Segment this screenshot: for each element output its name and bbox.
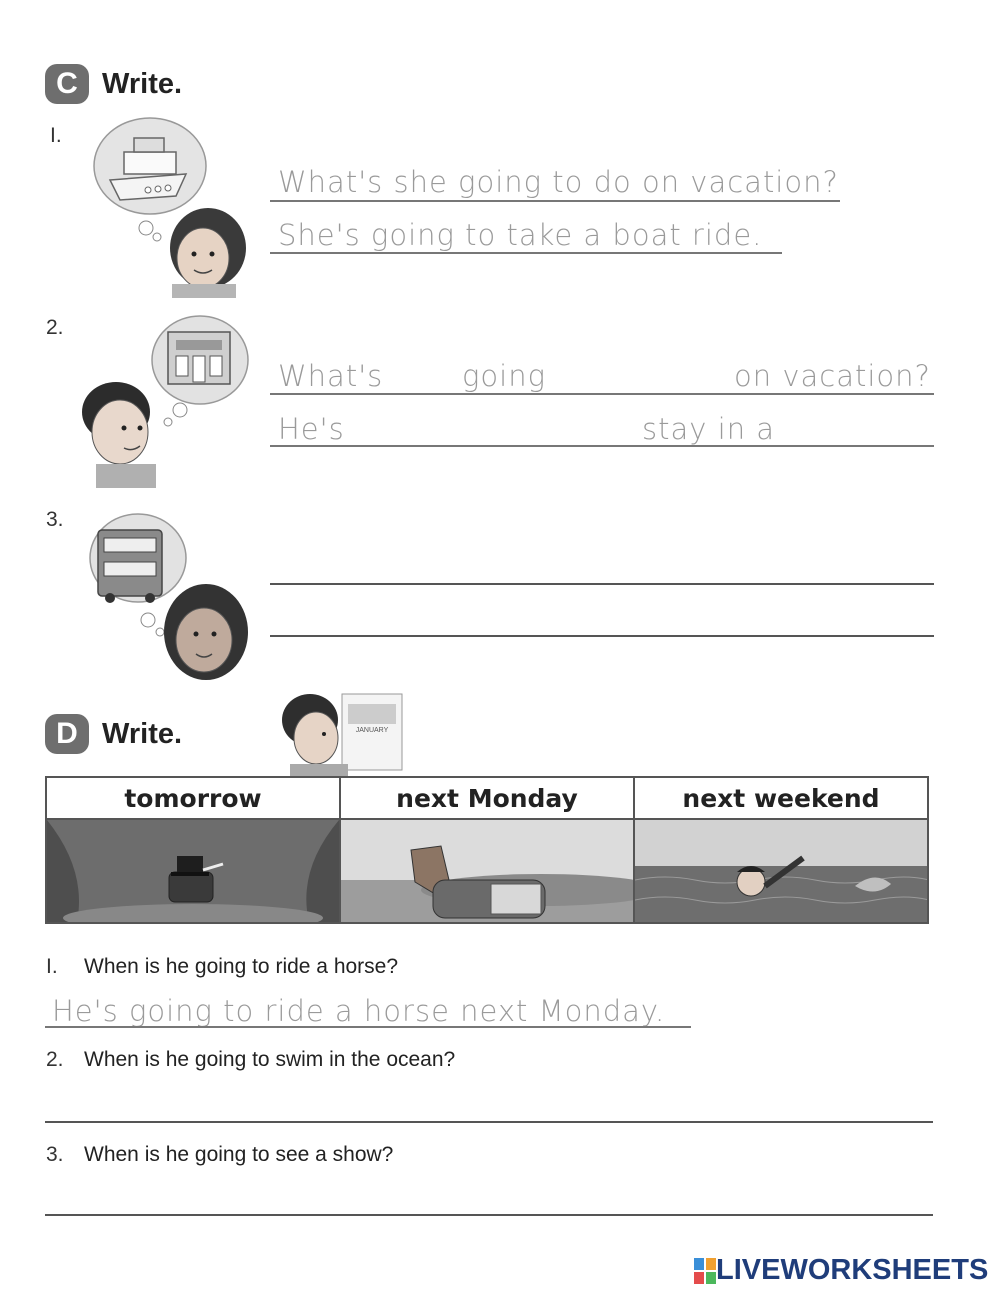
answer-line[interactable] — [45, 1121, 933, 1123]
trace-word: What's — [278, 359, 384, 393]
trace-word: stay in a — [642, 412, 776, 446]
girl-bus-illustration — [88, 506, 258, 682]
trace-word: going — [462, 359, 546, 393]
calendar-month: JANUARY — [355, 727, 389, 734]
header-next-weekend: next weekend — [633, 778, 927, 820]
item-number: 2. — [46, 316, 64, 339]
answer-line[interactable] — [45, 1214, 933, 1216]
item-number: I. — [50, 124, 62, 147]
question-number: 2. — [46, 1048, 64, 1071]
question-text: When is he going to swim in the ocean? — [84, 1048, 456, 1071]
trace-answer-1: She's going to take a boat ride. — [278, 218, 763, 252]
trace-answer-d1: He's going to ride a horse next Monday. — [52, 994, 666, 1028]
writing-line — [270, 393, 934, 395]
liveworksheets-logo — [694, 1254, 988, 1287]
schedule-table — [45, 776, 929, 924]
writing-line — [270, 583, 934, 585]
item-number: 3. — [46, 508, 64, 531]
section-c-badge: C — [45, 64, 89, 104]
horse-image — [339, 820, 633, 922]
question-text: When is he going to see a show? — [84, 1143, 394, 1166]
magic-show-image — [47, 820, 339, 922]
writing-line — [270, 635, 934, 637]
swimming-image — [633, 820, 927, 922]
section-d-badge: D — [45, 714, 89, 754]
girl-boat-illustration — [88, 108, 258, 298]
logo-text: LIVEWORKSHEETS — [716, 1254, 989, 1286]
question-number: I. — [46, 955, 58, 978]
writing-line — [45, 1026, 691, 1028]
header-tomorrow: tomorrow — [47, 778, 339, 820]
logo-icon — [694, 1258, 716, 1284]
trace-word: He's — [278, 412, 345, 446]
boy-hotel-illustration — [80, 312, 260, 490]
header-next-monday: next Monday — [339, 778, 633, 820]
question-number: 3. — [46, 1143, 64, 1166]
boy-calendar-illustration — [276, 690, 408, 778]
trace-word: on vacation? — [734, 359, 931, 393]
section-d-title: Write. — [102, 718, 183, 750]
writing-line — [270, 252, 782, 254]
section-c-title: Write. — [102, 68, 183, 100]
question-text: When is he going to ride a horse? — [84, 955, 399, 978]
writing-line — [270, 200, 840, 202]
writing-line — [270, 445, 934, 447]
trace-question-1: What's she going to do on vacation? — [278, 165, 839, 199]
